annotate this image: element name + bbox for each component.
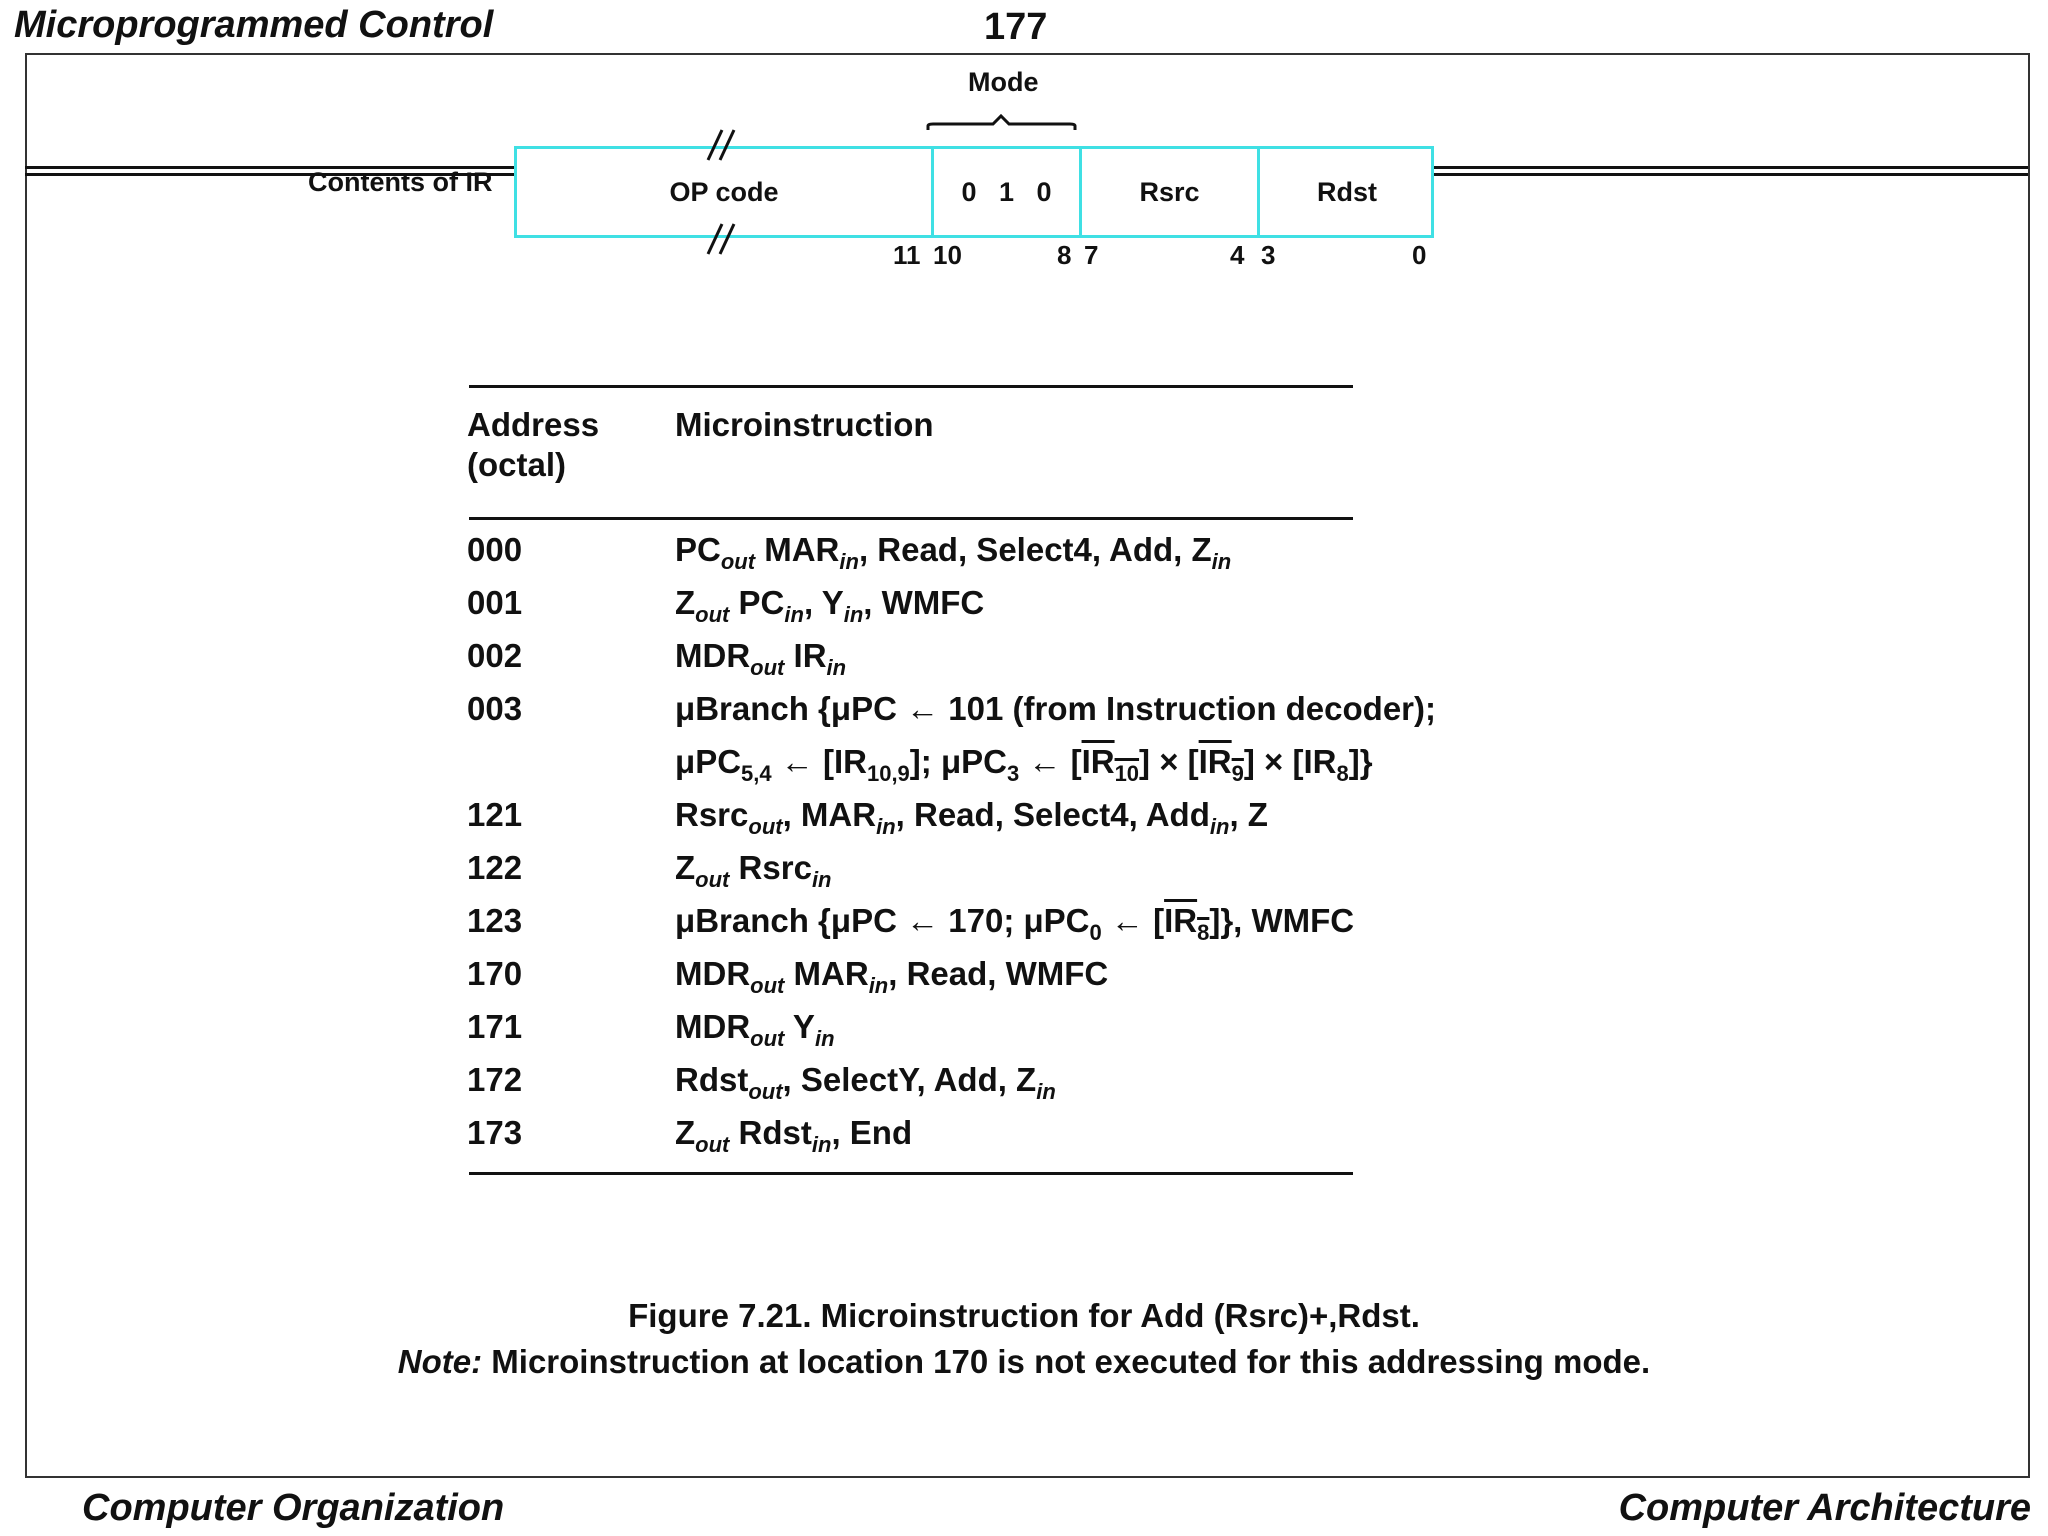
table-row [0,796,2048,849]
bit-11: 11 [893,240,921,270]
bus-line-right-bottom [1432,173,2028,176]
bit-4: 4 [1230,240,1245,270]
mode-brace-icon [925,112,1080,134]
row-address: 123 [467,902,523,939]
figure-note [0,1343,2048,1381]
table-row [0,1008,2048,1061]
page-number: 177 [984,6,1048,48]
col-header-address-title: Address [467,406,600,443]
footer-left: Computer Organization [82,1487,505,1529]
row-address: 171 [467,1008,523,1045]
field-mode: 0 1 0 [931,149,1079,235]
bit-0: 0 [1412,240,1427,270]
col-header-micro: Microinstruction [675,406,934,443]
table-row [0,1114,2048,1167]
row-micro: Rdst$_{out}$, SelectY, Add, $Z_{in}$ [675,1061,1056,1104]
ir-register [514,146,1434,238]
table-rule-bottom [469,1172,1353,1175]
field-rsrc: Rsrc [1079,149,1257,235]
bit-3: 3 [1261,240,1276,270]
table-row [0,690,2048,743]
row-micro: $MDR_{out}$ $Y_{in}$ [675,1008,835,1051]
field-rdst: Rdst [1257,149,1434,235]
note-text: Microinstruction at location 170 is not executed for this addressing mode. [491,1343,1651,1380]
table-row [0,1061,2048,1114]
field-opcode: OP code [669,176,779,207]
table-row [0,955,2048,1008]
row-micro: $Z_{out}$ Rdst$_{in}$, End [675,1114,913,1157]
row-micro: Rsrc$_{out}$, $MAR_{in}$, Read, Select4, Add$_{in}$, Z [675,796,1268,839]
row-address: 003 [467,690,523,727]
ir8-complement: $IR_8$ [1164,902,1210,945]
row-address: 173 [467,1114,523,1151]
row-address: 122 [467,849,523,886]
table-row [0,743,2048,796]
bit-8: 8 [1057,240,1072,270]
col-header-address [467,405,599,485]
row-micro: $PC_{out}$ $MAR_{in}$, Read, Select4, Add, $Z_{in}$ [675,531,1232,574]
table-row [0,531,2048,584]
col-header-address-sub: (octal) [467,446,566,483]
ir-label: Contents of IR [308,167,493,197]
table-row [0,902,2048,955]
ir9-complement: $IR_9$ [1198,743,1244,786]
row-address: 000 [467,531,523,568]
ir10-complement: $IR_{10}$ [1081,743,1140,786]
row-address: 170 [467,955,523,992]
table-rule-header [469,517,1353,520]
row-micro: $MDR_{out}$ $MAR_{in}$, Read, WMFC [675,955,1109,998]
row-micro: μBranch {μPC ← 101 (from Instruction decoder); [675,690,1436,727]
row-micro: $MDR_{out}$ $IR_{in}$ [675,637,847,680]
row-micro: μBranch {μPC ← 170; μPC$_0$ ← $[IR_8]$}, WMFC [675,902,1355,945]
break-mark-bottom-icon [700,222,750,256]
row-micro: μPC$_{5,4}$ ← $[IR_{10,9}]$; μPC$_3$ ← $[IR_{10}] \times [IR_9] \times [IR_8]$} [675,743,1373,786]
row-address: 172 [467,1061,523,1098]
table-row [0,584,2048,637]
table-row [0,637,2048,690]
row-address: 001 [467,584,523,621]
note-label: Note: [397,1343,483,1380]
figure-caption: Figure 7.21. Microinstruction for Add (Rsrc)+,Rdst. [628,1297,1420,1334]
bus-line-right-top [1432,166,2028,169]
ir-diagram [0,0,2048,280]
mode-label: Mode [968,67,1039,97]
bit-10: 10 [933,240,962,270]
break-mark-top-icon [700,128,750,162]
footer-right: Computer Architecture [1618,1487,2031,1529]
table-rule-top [469,385,1353,388]
row-address: 121 [467,796,523,833]
row-micro: $Z_{out}$ $PC_{in}$, $Y_{in}$, WMFC [675,584,985,627]
row-micro: $Z_{out}$ Rsrc$_{in}$ [675,849,832,892]
row-address: 002 [467,637,523,674]
header-title: Microprogrammed Control [14,4,494,46]
bit-7: 7 [1084,240,1099,270]
table-row [0,849,2048,902]
